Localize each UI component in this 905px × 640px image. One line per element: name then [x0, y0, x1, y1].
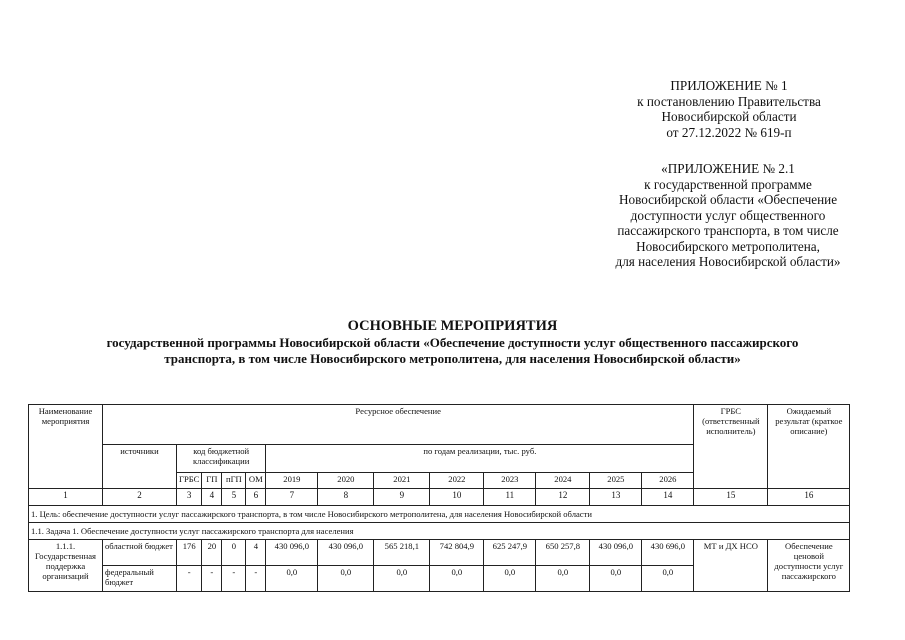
appendix-2-block [583, 161, 873, 270]
appendix-2-line: пассажирского транспорта, в том числе [617, 223, 839, 238]
column-number: 11 [484, 489, 536, 506]
header-year: 2019 [266, 473, 318, 489]
appendix-1-line: ПРИЛОЖЕНИЕ № 1 [670, 78, 788, 93]
column-number: 9 [374, 489, 430, 506]
column-number: 2 [103, 489, 177, 506]
value-cell: 565 218,1 [374, 540, 430, 566]
value-cell: 0,0 [642, 566, 694, 592]
appendix-1-line: Новосибирской области [661, 109, 797, 124]
code-cell: 4 [246, 540, 266, 566]
header-year: 2022 [430, 473, 484, 489]
source-federal: федеральный бюджет [103, 566, 177, 592]
value-cell: 0,0 [430, 566, 484, 592]
value-cell: 650 257,8 [536, 540, 590, 566]
code-cell: 0 [222, 540, 246, 566]
appendix-2-line: к государственной программе [644, 176, 812, 192]
appendix-2-line: Новосибирской области «Обеспечение [618, 192, 838, 207]
document-title: ОСНОВНЫЕ МЕРОПРИЯТИЯ [347, 318, 558, 334]
code-cell: - [246, 566, 266, 592]
column-number: 15 [694, 489, 768, 506]
value-cell: 430 096,0 [318, 540, 374, 566]
header-row-1 [29, 405, 850, 445]
measures-table [28, 404, 850, 592]
measure-row-regional [29, 540, 850, 566]
column-number: 16 [768, 489, 850, 506]
column-number: 5 [222, 489, 246, 506]
goal-row [29, 506, 850, 523]
column-number: 10 [430, 489, 484, 506]
goal-text: 1. Цель: обеспечение доступности услуг пассажирского транспорта, в том числе Новосибирского метрополитена, для населения Новосибирской области [29, 506, 850, 523]
value-cell: 0,0 [266, 566, 318, 592]
task-row [29, 523, 850, 540]
measure-executor: МТ и ДХ НСО [694, 540, 768, 592]
appendix-2-line: для населения Новосибирской области» [615, 254, 841, 269]
header-grbs: ГРБС (ответственный исполнитель) [694, 405, 768, 489]
value-cell: 0,0 [374, 566, 430, 592]
document-title-block [0, 318, 905, 366]
measure-name: 1.1.1. Государственная поддержка организаций [29, 540, 103, 592]
column-number: 4 [202, 489, 222, 506]
code-cell: 176 [177, 540, 202, 566]
appendix-2-line: доступности услуг общественного [630, 207, 826, 223]
task-text: 1.1. Задача 1. Обеспечение доступности услуг пассажирского транспорта для населения [29, 523, 850, 540]
value-cell: 430 096,0 [266, 540, 318, 566]
value-cell: 430 096,0 [590, 540, 642, 566]
header-sources: источники [103, 445, 177, 489]
header-name: Наименование мероприятия [29, 405, 103, 489]
document-subtitle-line-2: транспорта, в том числе Новосибирского метрополитена, для населения Новосибирской области» [164, 350, 741, 366]
value-cell: 742 804,9 [430, 540, 484, 566]
value-cell: 430 696,0 [642, 540, 694, 566]
appendix-1-line: к постановлению Правительства [637, 93, 821, 109]
appendix-1-line: от 27.12.2022 № 619-п [666, 124, 792, 140]
header-expected-result: Ожидаемый результат (краткое описание) [768, 405, 850, 489]
column-number: 3 [177, 489, 202, 506]
code-cell: - [202, 566, 222, 592]
value-cell: 0,0 [536, 566, 590, 592]
code-cell: 20 [202, 540, 222, 566]
code-cell: - [177, 566, 202, 592]
column-number: 7 [266, 489, 318, 506]
header-year: 2025 [590, 473, 642, 489]
header-by-years: по годам реализации, тыс. руб. [266, 445, 694, 473]
value-cell: 0,0 [318, 566, 374, 592]
value-cell: 625 247,9 [484, 540, 536, 566]
appendix-2-line: Новосибирского метрополитена, [636, 238, 820, 254]
header-code-grbs: ГРБС [177, 473, 202, 489]
column-number: 14 [642, 489, 694, 506]
header-year: 2023 [484, 473, 536, 489]
value-cell: 0,0 [590, 566, 642, 592]
header-code-gp: ГП [202, 473, 222, 489]
header-year: 2021 [374, 473, 430, 489]
document-subtitle-line-1: государственной программы Новосибирской области «Обеспечение доступности услуг общественного пассажирского [106, 335, 799, 350]
header-year: 2020 [318, 473, 374, 489]
code-cell: - [222, 566, 246, 592]
header-code-om: ОМ [246, 473, 266, 489]
header-resources: Ресурсное обеспечение [103, 405, 694, 445]
source-regional: областной бюджет [103, 540, 177, 566]
column-number: 8 [318, 489, 374, 506]
column-number: 1 [29, 489, 103, 506]
header-year: 2024 [536, 473, 590, 489]
header-year: 2026 [642, 473, 694, 489]
column-number: 6 [246, 489, 266, 506]
header-budget-code: код бюджетной классификации [177, 445, 266, 473]
column-number: 12 [536, 489, 590, 506]
appendix-2-line: «ПРИЛОЖЕНИЕ № 2.1 [661, 161, 795, 176]
measure-result: Обеспечение ценовой доступности услуг пассажирского [768, 540, 850, 592]
appendix-1-block [619, 78, 839, 140]
header-code-pgp: пГП [222, 473, 246, 489]
column-number: 13 [590, 489, 642, 506]
column-number-row [29, 489, 850, 506]
value-cell: 0,0 [484, 566, 536, 592]
